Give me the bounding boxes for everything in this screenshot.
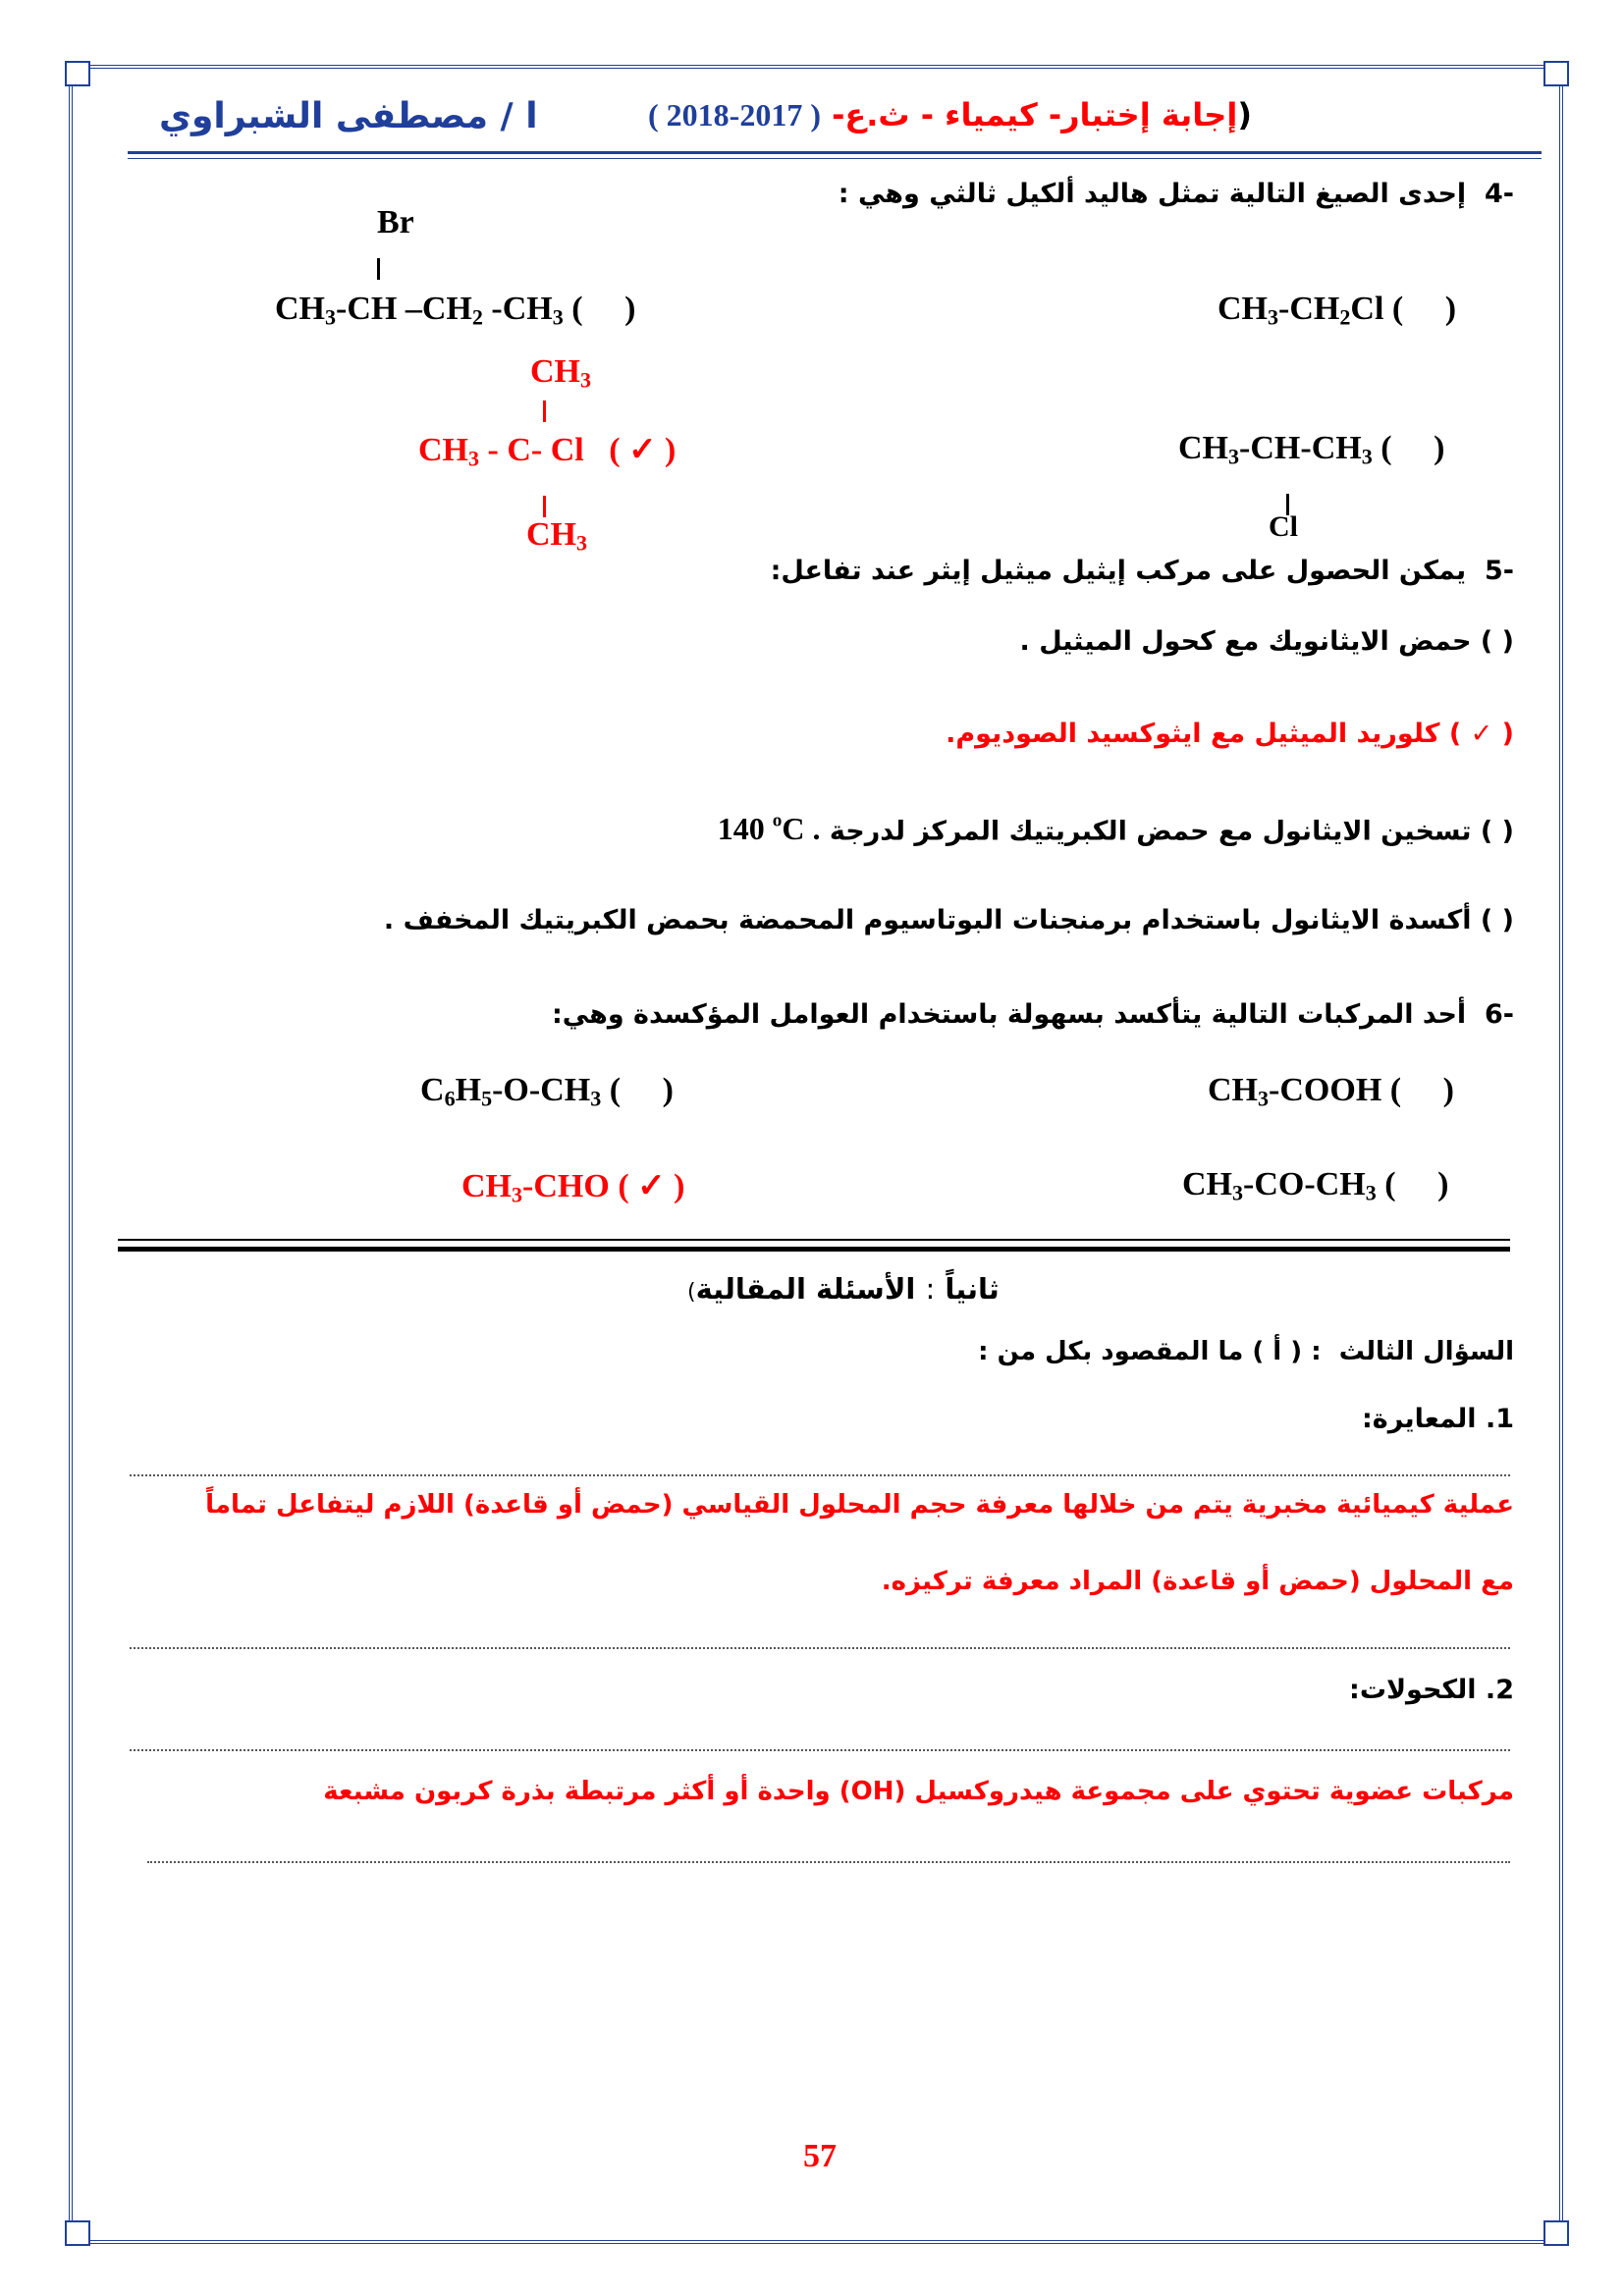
header-rule-thin <box>128 158 1542 159</box>
q6-option-c-correct: $CH_3$-CHO ( ✓ ) <box>461 1168 685 1207</box>
border-corner-ornament <box>1543 61 1569 86</box>
page-number: 57 <box>803 2138 837 2174</box>
item1-answer-line1: عملية كيميائية مخبرية يتم من خلالها معرفة حجم المحلول القياسي (حمض أو قاعدة) اللازم ليتفاعل تماماً <box>205 1490 1514 1520</box>
q4-br-substituent: Br <box>377 204 414 240</box>
header-author: ا / مصطفى الشبراوي <box>159 96 538 136</box>
section2-title <box>687 1272 1000 1306</box>
section-divider <box>118 1239 1510 1241</box>
item2-label: 2. الكحولات: <box>1349 1675 1514 1705</box>
q6-text: أحد المركبات التالية يتأكسد بسهولة باستخدام العوامل المؤكسدة وهي: <box>552 999 1467 1030</box>
q6-option-d: $CH_3-CO-CH_3$ ( ) <box>1182 1166 1449 1205</box>
q4-option-b: $CH_3-CH_2Cl$ ( ) <box>1218 291 1457 330</box>
item1-answer-line2: مع المحلول (حمض أو قاعدة) المراد معرفة تركيزه. <box>881 1567 1514 1596</box>
q4-option-a: $CH_3-CH$ $-CH_2$ $-CH_3$ ( ) <box>275 291 636 330</box>
item1-label: 1. المعايرة: <box>1362 1404 1514 1434</box>
q5-option-c-text: ( ) تسخين الايثانول مع حمض الكبريتيك المركز لدرجة <box>829 816 1514 847</box>
q5-number: -5 <box>1484 556 1514 586</box>
bond-line <box>543 496 546 517</box>
bond-line <box>377 258 380 280</box>
bond-line <box>543 400 546 422</box>
border-corner-ornament <box>1543 2220 1569 2246</box>
q3-heading <box>978 1337 1514 1366</box>
q4-option-c-correct: $CH_3 - C-$ Cl ( ✓ ) <box>418 432 677 471</box>
header-title-text: إجابة إختبار- كيمياء - ث.ع- <box>820 96 1238 133</box>
q3-part: : ( أ ) ما المقصود بكل من : <box>978 1337 1322 1366</box>
q5-option-d: ( ) أكسدة الايثانول باستخدام برمنجنات البوتاسيوم المحمضة بحمض الكبريتيك المخفف . <box>383 905 1514 935</box>
q6-stem <box>552 999 1514 1030</box>
answer-line <box>130 1474 1510 1476</box>
q5-option-c-temp: 140 $^o$C . <box>717 811 821 847</box>
header-year: ( 2017-2018 ) <box>648 97 821 133</box>
q5-option-c <box>718 811 1514 847</box>
border-corner-ornament <box>65 61 90 86</box>
q4-option-d: $CH_3-CH-CH_3$ ( ) <box>1178 430 1445 469</box>
q4-text: إحدى الصيغ التالية تمثل هاليد ألكيل ثالثي وهي : <box>838 179 1467 209</box>
q6-option-a: $C_6H_5-O-CH_3$ ( ) <box>420 1072 674 1111</box>
answer-line <box>130 1647 1510 1649</box>
check-mark: ( ✓ ) <box>609 432 677 468</box>
q5-option-a: ( ) حمض الايثانويك مع كحول الميثيل . <box>1019 626 1514 657</box>
q5-stem <box>771 556 1514 586</box>
section2-colon: : <box>925 1272 936 1306</box>
header-title-paren: ( <box>1237 96 1252 133</box>
q4-option-c-bottom: $CH_3$ <box>526 516 588 556</box>
q4-number: -4 <box>1484 179 1514 209</box>
q4-stem <box>839 179 1514 209</box>
item2-answer: مركبات عضوية تحتوي على مجموعة هيدروكسيل (OH) واحدة أو أكثر مرتبطة بذرة كربون مشبعة <box>323 1777 1514 1806</box>
section-divider-thick <box>118 1247 1510 1252</box>
q3-label: السؤال الثالث <box>1338 1337 1514 1366</box>
q6-number: -6 <box>1484 999 1514 1030</box>
page-border <box>69 65 1563 2244</box>
q5-option-b-correct: ( ✓ ) كلوريد الميثيل مع ايثوكسيد الصوديوم. <box>946 719 1514 749</box>
q6-option-b: $CH_3$-COOH ( ) <box>1208 1072 1454 1111</box>
answer-line <box>130 1749 1510 1751</box>
answer-line <box>147 1861 1510 1863</box>
border-corner-ornament <box>65 2220 90 2246</box>
q4-option-c-top: $CH_3$ <box>530 353 592 393</box>
section2-label: ثانياً <box>945 1272 1000 1306</box>
section2-paren: ) <box>687 1280 696 1305</box>
section2-heading: الأسئلة المقالية <box>695 1272 916 1306</box>
header-rule <box>128 151 1542 154</box>
q4-option-d-cl: Cl <box>1269 510 1298 543</box>
header-title <box>648 96 1252 133</box>
q5-text: يمكن الحصول على مركب إيثيل ميثيل إيثر عند تفاعل: <box>770 556 1467 586</box>
